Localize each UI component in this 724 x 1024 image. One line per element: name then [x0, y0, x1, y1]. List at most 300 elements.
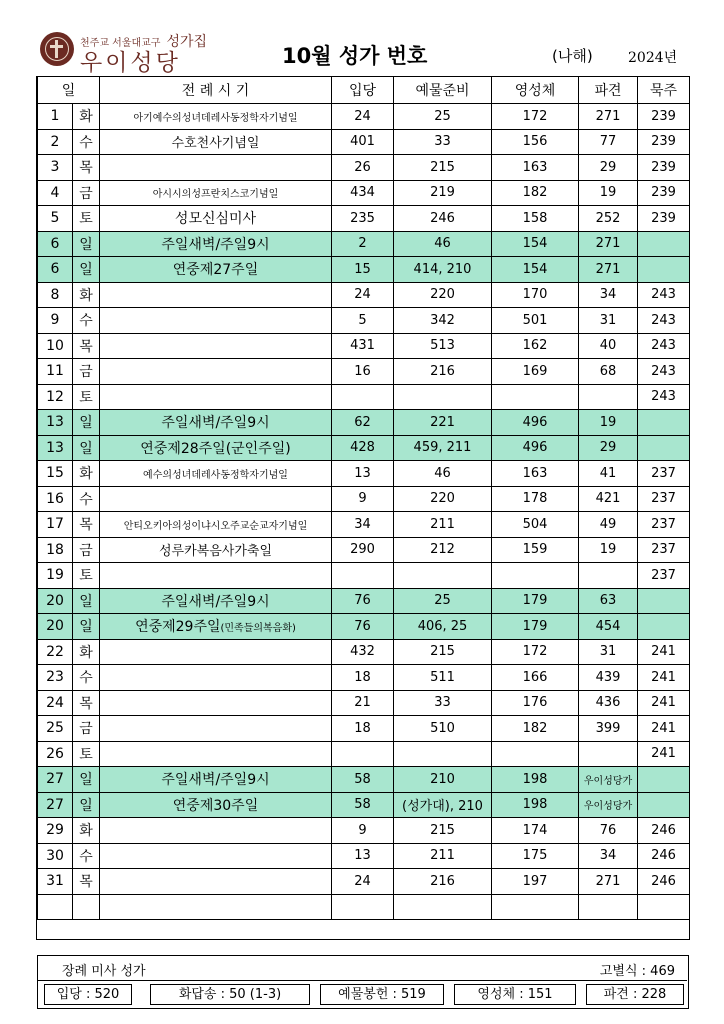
- entrance-hymn-cell: 290: [332, 537, 394, 563]
- entrance-hymn-cell: 26: [332, 155, 394, 181]
- weekday-cell: 화: [73, 104, 100, 130]
- table-row: [38, 665, 690, 691]
- weekday-cell: 금: [73, 180, 100, 206]
- rosary-hymn-cell: 239: [638, 180, 690, 206]
- entrance-hymn-cell: 428: [332, 435, 394, 461]
- dismissal-hymn-cell: [579, 894, 638, 920]
- celebration-cell: 연중제27주일: [100, 257, 332, 283]
- day-cell: 13: [38, 435, 73, 461]
- day-cell: 12: [38, 384, 73, 410]
- day-cell: 6: [38, 231, 73, 257]
- entrance-hymn-cell: [332, 384, 394, 410]
- communion-hymn-cell: 179: [492, 588, 579, 614]
- offertory-hymn-cell: 221: [394, 410, 492, 436]
- hymnbook-name: 성가집: [166, 34, 208, 50]
- communion-hymn-cell: 172: [492, 104, 579, 130]
- weekday-cell: 목: [73, 333, 100, 359]
- communion-hymn-cell: 159: [492, 537, 579, 563]
- dismissal-hymn-cell: 63: [579, 588, 638, 614]
- day-cell: 17: [38, 512, 73, 538]
- table-row: [38, 767, 690, 793]
- rosary-hymn-cell: 243: [638, 359, 690, 385]
- weekday-cell: 수: [73, 308, 100, 334]
- rosary-hymn-cell: 241: [638, 639, 690, 665]
- day-cell: 23: [38, 665, 73, 691]
- table-row: [38, 435, 690, 461]
- rosary-hymn-cell: [638, 767, 690, 793]
- day-cell: 13: [38, 410, 73, 436]
- table-row: [38, 563, 690, 589]
- dismissal-hymn-cell: 271: [579, 104, 638, 130]
- funeral-title: 장례 미사 성가: [62, 964, 146, 979]
- entrance-hymn-cell: 76: [332, 588, 394, 614]
- offertory-hymn-cell: 211: [394, 843, 492, 869]
- entrance-hymn-cell: 24: [332, 282, 394, 308]
- col-header-season: 전 례 시 기: [100, 77, 332, 104]
- day-cell: 3: [38, 155, 73, 181]
- dismissal-hymn-cell: 40: [579, 333, 638, 359]
- offertory-hymn-cell: 25: [394, 104, 492, 130]
- offertory-hymn-cell: [394, 384, 492, 410]
- weekday-cell: 화: [73, 461, 100, 487]
- communion-hymn-cell: 158: [492, 206, 579, 232]
- dismissal-hymn-cell: 271: [579, 257, 638, 283]
- weekday-cell: [73, 894, 100, 920]
- offertory-hymn-cell: 46: [394, 231, 492, 257]
- day-cell: 25: [38, 716, 73, 742]
- dismissal-hymn-cell: 우이성당가: [579, 767, 638, 793]
- offertory-hymn-cell: 220: [394, 282, 492, 308]
- offertory-hymn-cell: 246: [394, 206, 492, 232]
- weekday-cell: 수: [73, 486, 100, 512]
- dismissal-hymn-cell: 421: [579, 486, 638, 512]
- offertory-hymn-cell: 414, 210: [394, 257, 492, 283]
- dismissal-hymn-cell: 34: [579, 843, 638, 869]
- communion-hymn-cell: [492, 384, 579, 410]
- celebration-cell: 성루카복음사가축일: [100, 537, 332, 563]
- celebration-cell: 아기예수의성녀데레사동정학자기념일: [100, 104, 332, 130]
- table-row: [38, 869, 690, 895]
- entrance-hymn-cell: 9: [332, 486, 394, 512]
- day-cell: 10: [38, 333, 73, 359]
- celebration-cell: 안티오키아의성이냐시오주교순교자기념일: [100, 512, 332, 538]
- day-cell: 16: [38, 486, 73, 512]
- entrance-hymn-cell: 13: [332, 843, 394, 869]
- funeral-header-row: [38, 956, 687, 981]
- table-row: [38, 690, 690, 716]
- dismissal-hymn-cell: 41: [579, 461, 638, 487]
- communion-hymn-cell: 501: [492, 308, 579, 334]
- dismissal-hymn-cell: 34: [579, 282, 638, 308]
- weekday-cell: 일: [73, 767, 100, 793]
- dismissal-hymn-cell: 31: [579, 639, 638, 665]
- dismissal-hymn-cell: 68: [579, 359, 638, 385]
- day-cell: 27: [38, 792, 73, 818]
- col-header-offertory: 예물준비: [394, 77, 492, 104]
- table-row: [38, 129, 690, 155]
- entrance-hymn-cell: [332, 563, 394, 589]
- table-row: [38, 231, 690, 257]
- table-row: [38, 588, 690, 614]
- offertory-hymn-cell: 33: [394, 690, 492, 716]
- col-header-day: 일: [38, 77, 100, 104]
- dismissal-hymn-cell: 252: [579, 206, 638, 232]
- weekday-cell: 목: [73, 690, 100, 716]
- table-row: [38, 741, 690, 767]
- weekday-cell: 수: [73, 843, 100, 869]
- entrance-hymn-cell: 434: [332, 180, 394, 206]
- rosary-hymn-cell: [638, 614, 690, 640]
- offertory-hymn-cell: 211: [394, 512, 492, 538]
- weekday-cell: 일: [73, 614, 100, 640]
- table-row: [38, 282, 690, 308]
- dismissal-hymn-cell: 271: [579, 869, 638, 895]
- col-header-communion: 영성체: [492, 77, 579, 104]
- celebration-cell: [100, 384, 332, 410]
- day-cell: 9: [38, 308, 73, 334]
- celebration-note: (민족들의복음화): [220, 623, 296, 635]
- rosary-hymn-cell: 239: [638, 104, 690, 130]
- rosary-hymn-cell: 241: [638, 716, 690, 742]
- rosary-hymn-cell: 237: [638, 486, 690, 512]
- rosary-hymn-cell: 241: [638, 741, 690, 767]
- dismissal-hymn-cell: 19: [579, 537, 638, 563]
- communion-hymn-cell: 169: [492, 359, 579, 385]
- offertory-hymn-cell: 212: [394, 537, 492, 563]
- table-row: [38, 257, 690, 283]
- weekday-cell: 화: [73, 639, 100, 665]
- rosary-hymn-cell: 246: [638, 843, 690, 869]
- communion-hymn-cell: 156: [492, 129, 579, 155]
- entrance-hymn-cell: 24: [332, 104, 394, 130]
- funeral-mass-box: [37, 955, 689, 1009]
- communion-hymn-cell: 174: [492, 818, 579, 844]
- communion-hymn-cell: [492, 741, 579, 767]
- rosary-hymn-cell: 237: [638, 461, 690, 487]
- celebration-cell: [100, 486, 332, 512]
- table-row: [38, 614, 690, 640]
- entrance-hymn-cell: 2: [332, 231, 394, 257]
- offertory-hymn-cell: 33: [394, 129, 492, 155]
- dismissal-hymn-cell: 399: [579, 716, 638, 742]
- weekday-cell: 일: [73, 792, 100, 818]
- offertory-hymn-cell: 459, 211: [394, 435, 492, 461]
- table-row: [38, 104, 690, 130]
- dismissal-hymn-cell: [579, 741, 638, 767]
- celebration-cell: [100, 563, 332, 589]
- table-row: [38, 410, 690, 436]
- entrance-hymn-cell: 76: [332, 614, 394, 640]
- day-cell: 30: [38, 843, 73, 869]
- rosary-hymn-cell: 241: [638, 690, 690, 716]
- communion-hymn-cell: 163: [492, 461, 579, 487]
- day-cell: 2: [38, 129, 73, 155]
- funeral-entrance: 입당 : 520: [44, 984, 132, 1005]
- rosary-hymn-cell: 237: [638, 537, 690, 563]
- offertory-hymn-cell: 342: [394, 308, 492, 334]
- entrance-hymn-cell: 15: [332, 257, 394, 283]
- weekday-cell: 수: [73, 665, 100, 691]
- rosary-hymn-cell: [638, 792, 690, 818]
- communion-hymn-cell: 163: [492, 155, 579, 181]
- weekday-cell: 목: [73, 869, 100, 895]
- rosary-hymn-cell: 239: [638, 206, 690, 232]
- weekday-cell: 토: [73, 384, 100, 410]
- communion-hymn-cell: 198: [492, 767, 579, 793]
- table-row: [38, 308, 690, 334]
- day-cell: 1: [38, 104, 73, 130]
- entrance-hymn-cell: 16: [332, 359, 394, 385]
- entrance-hymn-cell: 9: [332, 818, 394, 844]
- rosary-hymn-cell: [638, 588, 690, 614]
- rosary-hymn-cell: 243: [638, 333, 690, 359]
- entrance-hymn-cell: 18: [332, 665, 394, 691]
- dismissal-hymn-cell: 271: [579, 231, 638, 257]
- celebration-cell: [100, 359, 332, 385]
- celebration-cell: [100, 894, 332, 920]
- entrance-hymn-cell: 62: [332, 410, 394, 436]
- table-row: [38, 843, 690, 869]
- rosary-hymn-cell: [638, 257, 690, 283]
- table-row: [38, 818, 690, 844]
- communion-hymn-cell: [492, 563, 579, 589]
- weekday-cell: 토: [73, 563, 100, 589]
- col-header-rosary: 묵주: [638, 77, 690, 104]
- dismissal-hymn-cell: [579, 563, 638, 589]
- celebration-cell: 예수의성녀데레사동정학자기념일: [100, 461, 332, 487]
- rosary-hymn-cell: 246: [638, 869, 690, 895]
- offertory-hymn-cell: [394, 894, 492, 920]
- dismissal-hymn-cell: 454: [579, 614, 638, 640]
- dismissal-hymn-cell: 우이성당가: [579, 792, 638, 818]
- day-cell: 6: [38, 257, 73, 283]
- offertory-hymn-cell: 215: [394, 155, 492, 181]
- celebration-cell: [100, 716, 332, 742]
- weekday-cell: 일: [73, 257, 100, 283]
- entrance-hymn-cell: 58: [332, 792, 394, 818]
- weekday-cell: 금: [73, 716, 100, 742]
- offertory-hymn-cell: 46: [394, 461, 492, 487]
- rosary-hymn-cell: 246: [638, 818, 690, 844]
- weekday-cell: 화: [73, 818, 100, 844]
- parish-name: 우이성당: [80, 50, 181, 76]
- dismissal-hymn-cell: 19: [579, 410, 638, 436]
- celebration-cell: 주일새벽/주일9시: [100, 588, 332, 614]
- entrance-hymn-cell: [332, 741, 394, 767]
- weekday-cell: 일: [73, 410, 100, 436]
- offertory-hymn-cell: 510: [394, 716, 492, 742]
- weekday-cell: 화: [73, 282, 100, 308]
- communion-hymn-cell: 182: [492, 716, 579, 742]
- offertory-hymn-cell: 215: [394, 639, 492, 665]
- table-row: [38, 384, 690, 410]
- weekday-cell: 일: [73, 435, 100, 461]
- rosary-hymn-cell: 239: [638, 155, 690, 181]
- day-cell: [38, 894, 73, 920]
- day-cell: 20: [38, 614, 73, 640]
- rosary-hymn-cell: 243: [638, 384, 690, 410]
- entrance-hymn-cell: [332, 894, 394, 920]
- rosary-hymn-cell: 241: [638, 665, 690, 691]
- offertory-hymn-cell: 511: [394, 665, 492, 691]
- entrance-hymn-cell: 432: [332, 639, 394, 665]
- rosary-hymn-cell: 243: [638, 308, 690, 334]
- table-row: [38, 537, 690, 563]
- day-cell: 4: [38, 180, 73, 206]
- liturgical-cycle: (나해): [552, 47, 593, 65]
- dismissal-hymn-cell: 439: [579, 665, 638, 691]
- communion-hymn-cell: 154: [492, 257, 579, 283]
- day-cell: 15: [38, 461, 73, 487]
- entrance-hymn-cell: 18: [332, 716, 394, 742]
- celebration-cell: 수호천사기념일: [100, 129, 332, 155]
- col-header-dismissal: 파견: [579, 77, 638, 104]
- entrance-hymn-cell: 24: [332, 869, 394, 895]
- celebration-cell: [100, 308, 332, 334]
- parish-logo-icon: [40, 32, 74, 66]
- entrance-hymn-cell: 401: [332, 129, 394, 155]
- offertory-hymn-cell: 513: [394, 333, 492, 359]
- day-cell: 24: [38, 690, 73, 716]
- table-row: [38, 359, 690, 385]
- offertory-hymn-cell: 210: [394, 767, 492, 793]
- communion-hymn-cell: 496: [492, 410, 579, 436]
- table-row: [38, 639, 690, 665]
- celebration-cell: [100, 665, 332, 691]
- weekday-cell: 일: [73, 588, 100, 614]
- day-cell: 20: [38, 588, 73, 614]
- table-row: [38, 461, 690, 487]
- diocese-name: 천주교 서울대교구: [80, 38, 161, 49]
- rosary-hymn-cell: 237: [638, 512, 690, 538]
- table-row: [38, 716, 690, 742]
- communion-hymn-cell: [492, 894, 579, 920]
- funeral-responsory: 화답송 : 50 (1-3): [150, 984, 310, 1005]
- offertory-hymn-cell: 216: [394, 359, 492, 385]
- day-cell: 8: [38, 282, 73, 308]
- page-title: 10월 성가 번호: [282, 44, 428, 68]
- dismissal-hymn-cell: 19: [579, 180, 638, 206]
- communion-hymn-cell: 504: [492, 512, 579, 538]
- communion-hymn-cell: 179: [492, 614, 579, 640]
- funeral-dismissal: 파견 : 228: [586, 984, 684, 1005]
- page-header: [0, 0, 724, 74]
- entrance-hymn-cell: 235: [332, 206, 394, 232]
- celebration-cell: 주일새벽/주일9시: [100, 231, 332, 257]
- dismissal-hymn-cell: 49: [579, 512, 638, 538]
- funeral-communion: 영성체 : 151: [454, 984, 576, 1005]
- dismissal-hymn-cell: 77: [579, 129, 638, 155]
- communion-hymn-cell: 154: [492, 231, 579, 257]
- funeral-hymn-row: [38, 980, 687, 1007]
- communion-hymn-cell: 198: [492, 792, 579, 818]
- table-row: [38, 512, 690, 538]
- celebration-cell: [100, 282, 332, 308]
- rosary-hymn-cell: [638, 435, 690, 461]
- day-cell: 27: [38, 767, 73, 793]
- entrance-hymn-cell: 431: [332, 333, 394, 359]
- celebration-cell: 연중제30주일: [100, 792, 332, 818]
- offertory-hymn-cell: [394, 563, 492, 589]
- dismissal-hymn-cell: 31: [579, 308, 638, 334]
- celebration-cell: [100, 639, 332, 665]
- entrance-hymn-cell: 34: [332, 512, 394, 538]
- day-cell: 26: [38, 741, 73, 767]
- offertory-hymn-cell: (성가대), 210: [394, 792, 492, 818]
- celebration-cell: [100, 741, 332, 767]
- day-cell: 5: [38, 206, 73, 232]
- day-cell: 29: [38, 818, 73, 844]
- funeral-offertory: 예물봉헌 : 519: [320, 984, 444, 1005]
- rosary-hymn-cell: [638, 410, 690, 436]
- day-cell: 19: [38, 563, 73, 589]
- celebration-cell: [100, 155, 332, 181]
- celebration-cell: [100, 818, 332, 844]
- weekday-cell: 토: [73, 741, 100, 767]
- rosary-hymn-cell: 239: [638, 129, 690, 155]
- entrance-hymn-cell: 58: [332, 767, 394, 793]
- rosary-hymn-cell: 237: [638, 563, 690, 589]
- communion-hymn-cell: 176: [492, 690, 579, 716]
- year-label: 2024년: [628, 50, 678, 66]
- dismissal-hymn-cell: 29: [579, 155, 638, 181]
- rosary-hymn-cell: [638, 231, 690, 257]
- offertory-hymn-cell: 216: [394, 869, 492, 895]
- celebration-cell: 주일새벽/주일9시: [100, 767, 332, 793]
- communion-hymn-cell: 170: [492, 282, 579, 308]
- table-row: [38, 206, 690, 232]
- entrance-hymn-cell: 5: [332, 308, 394, 334]
- table-row: [38, 333, 690, 359]
- weekday-cell: 토: [73, 206, 100, 232]
- day-cell: 22: [38, 639, 73, 665]
- communion-hymn-cell: 172: [492, 639, 579, 665]
- table-row: [38, 180, 690, 206]
- weekday-cell: 일: [73, 231, 100, 257]
- day-cell: 18: [38, 537, 73, 563]
- day-cell: 31: [38, 869, 73, 895]
- communion-hymn-cell: 175: [492, 843, 579, 869]
- celebration-cell: 주일새벽/주일9시: [100, 410, 332, 436]
- farewell-hymn: 고별식 : 469: [599, 964, 675, 979]
- table-row: [38, 486, 690, 512]
- dismissal-hymn-cell: 76: [579, 818, 638, 844]
- celebration-cell: 성모신심미사: [100, 206, 332, 232]
- hymn-schedule-table: [37, 76, 690, 920]
- entrance-hymn-cell: 13: [332, 461, 394, 487]
- rosary-hymn-cell: [638, 894, 690, 920]
- rosary-hymn-cell: 243: [638, 282, 690, 308]
- weekday-cell: 목: [73, 512, 100, 538]
- communion-hymn-cell: 182: [492, 180, 579, 206]
- offertory-hymn-cell: 406, 25: [394, 614, 492, 640]
- celebration-cell: 아시시의성프란치스코기념일: [100, 180, 332, 206]
- communion-hymn-cell: 162: [492, 333, 579, 359]
- offertory-hymn-cell: 220: [394, 486, 492, 512]
- offertory-hymn-cell: 219: [394, 180, 492, 206]
- table-row: [38, 155, 690, 181]
- day-cell: 11: [38, 359, 73, 385]
- table-row: [38, 792, 690, 818]
- communion-hymn-cell: 496: [492, 435, 579, 461]
- table-header-row: [38, 77, 690, 104]
- entrance-hymn-cell: 21: [332, 690, 394, 716]
- col-header-entrance: 입당: [332, 77, 394, 104]
- communion-hymn-cell: 197: [492, 869, 579, 895]
- weekday-cell: 수: [73, 129, 100, 155]
- dismissal-hymn-cell: 436: [579, 690, 638, 716]
- celebration-cell: [100, 843, 332, 869]
